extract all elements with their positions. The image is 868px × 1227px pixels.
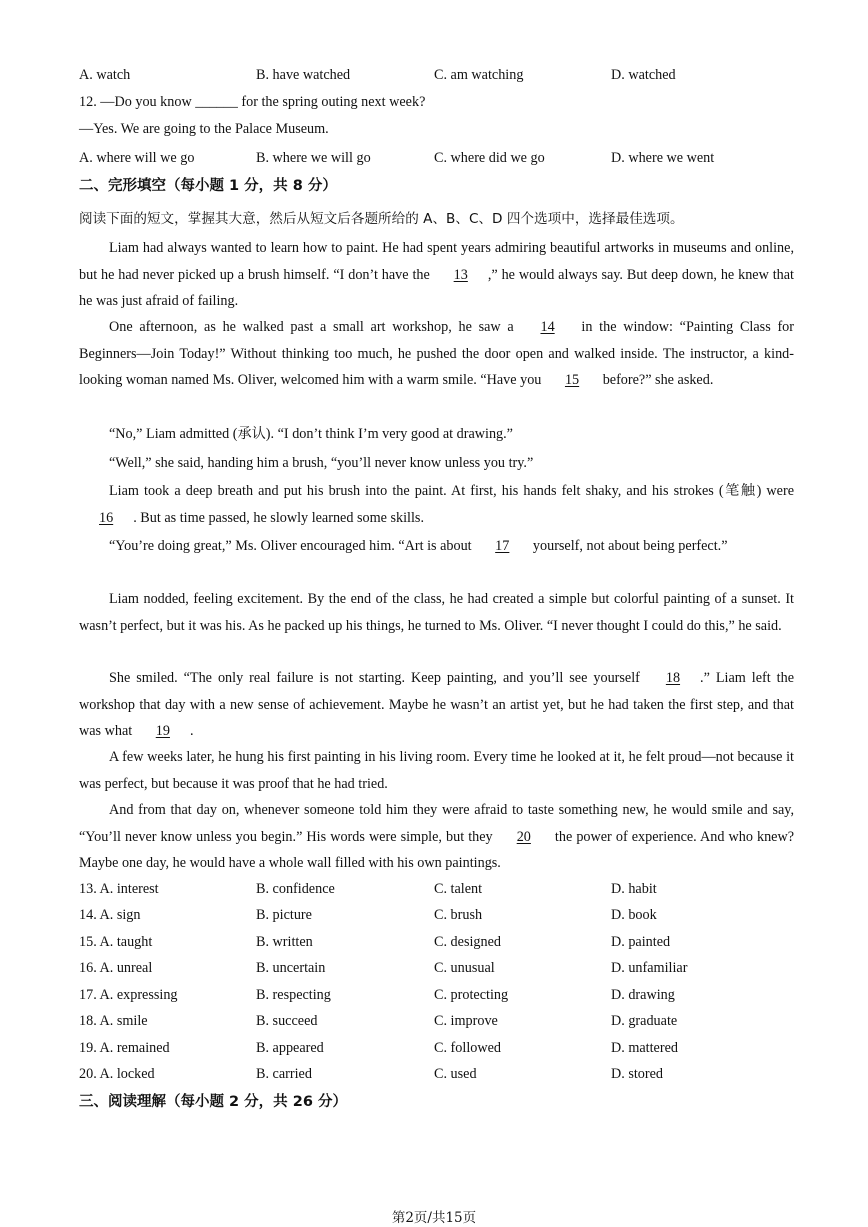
options-row: 16. A. unreal B. uncertain C. unusual D. unfamiliar <box>79 960 688 976</box>
options-row: 14. A. sign B. picture C. brush D. book <box>79 907 657 923</box>
blank-16: 16 <box>99 509 114 526</box>
q11-option-a: A. watch <box>79 67 131 83</box>
q12-option-a: A. where will we go <box>79 150 195 166</box>
page-number: 第2页/共15页 <box>391 1210 477 1226</box>
q12-option-b: B. where we will go <box>256 150 371 166</box>
blank-13: 13 <box>453 266 468 283</box>
blank-18: 18 <box>665 670 681 686</box>
passage-paragraph-5: Liam took a deep breath and put his brush into the paint. At first, his hands felt shaky, and his strokes (笔触) were 16 . But as time passed, he slowly learned some skills. <box>79 478 794 531</box>
passage-paragraph-6: “You’re doing great,” Ms. Oliver encouraged him. “Art is about 17 yourself, not about being perfect.” <box>79 533 794 560</box>
options-row: 13. A. interest B. confidence C. talent D. habit <box>79 881 657 897</box>
blank-15: 15 <box>564 372 580 388</box>
options-row: 17. A. expressing B. respecting C. protecting D. drawing <box>79 987 675 1003</box>
blank-20: 20 <box>516 828 531 845</box>
blank-19: 19 <box>155 723 170 739</box>
options-row: 18. A. smile B. succeed C. improve D. graduate <box>79 1013 678 1029</box>
blank-14: 14 <box>540 319 555 335</box>
q11-option-b: B. have watched <box>256 67 351 83</box>
q12-answer: —Yes. We are going to the Palace Museum. <box>79 121 329 137</box>
q11-options <box>0 64 868 86</box>
passage-paragraph-1: Liam had always wanted to learn how to paint. He had spent years admiring beautiful artworks in museums and online, but he had never picked up a brush himself. “I don’t have the 13 ,” he would always say. But deep down, he knew that he was just afraid of failing. <box>79 240 794 309</box>
section3-heading: 三、阅读理解（每小题 2 分，共 26 分） <box>79 1094 347 1110</box>
q11-option-c: C. am watching <box>434 67 524 83</box>
options-row: 20. A. locked B. carried C. used D. stored <box>79 1066 664 1082</box>
passage-paragraph-4: “Well,” she said, handing him a brush, “you’ll never know unless you try.” <box>109 455 534 471</box>
passage-paragraph-2: One afternoon, as he walked past a small art workshop, he saw a 14 in the window: “Painting Class for Beginners—Join Today!” Without thinking too much, he pushed the door open and walked inside. The instructor, a kind-looking woman named Ms. Oliver, welcomed him with a warm smile. “Have you 15 before?” she asked. <box>79 314 794 394</box>
section2-heading: 二、完形填空（每小题 1 分，共 8 分） <box>79 178 337 194</box>
q12-option-c: C. where did we go <box>434 150 545 166</box>
passage-paragraph-10: And from that day on, whenever someone told him they were afraid to taste something new, he would smile and say, “You’ll never know unless you begin.” His words were simple, but they 20 the power of experience. And who knew? Maybe one day, he would have a whole wall filled with his own paintings. <box>79 802 794 871</box>
q12-option-d: D. where we went <box>611 150 715 166</box>
passage-paragraph-9: A few weeks later, he hung his first painting in his living room. Every time he looked at it, he felt proud—not because it was perfect, but because it was proof that he had tried. <box>79 749 794 792</box>
q11-option-d: D. watched <box>611 67 676 83</box>
passage-paragraph-8: She smiled. “The only real failure is not starting. Keep painting, and you’ll see yourself 18 .” Liam left the workshop that day with a new sense of achievement. Maybe he wasn’t an artist yet, but he had taken the first step, and that was what 19 . <box>79 665 794 745</box>
passage-paragraph-7: Liam nodded, feeling excitement. By the end of the class, he had created a simple but colorful painting of a sunset. It wasn’t perfect, but it was his. As he packed up his things, he turned to Ms. Oliver. “I never thought I could do this,” he said. <box>79 591 794 634</box>
passage-paragraph-3: “No,” Liam admitted (承认). “I don’t think I’m very good at drawing.” <box>109 426 513 442</box>
q12-question: 12. —Do you know ______ for the spring outing next week? <box>79 94 426 110</box>
options-row: 19. A. remained B. appeared C. followed D. mattered <box>79 1040 678 1056</box>
section2-instruction: 阅读下面的短文，掌握其大意，然后从短文后各题所给的 A、B、C、D 四个选项中，选择最佳选项。 <box>79 211 684 227</box>
blank-17: 17 <box>495 538 510 554</box>
q12-options <box>0 147 868 169</box>
options-row: 15. A. taught B. written C. designed D. painted <box>79 934 671 950</box>
